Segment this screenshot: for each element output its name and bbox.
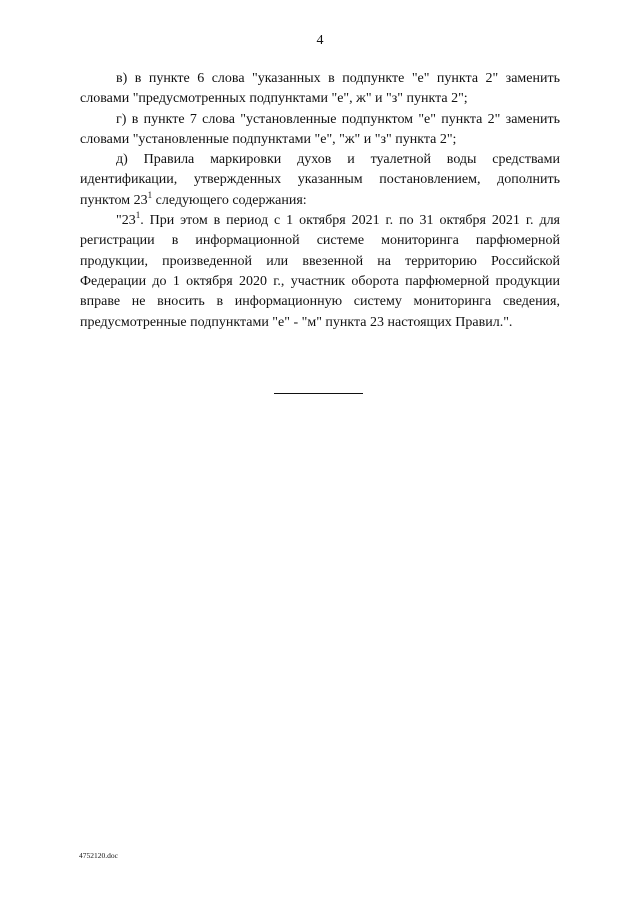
separator-line bbox=[274, 393, 363, 394]
new-item-number: "23 bbox=[116, 213, 136, 229]
superscript: 1 bbox=[147, 189, 153, 200]
new-item-text: . При этом в период с 1 октября 2021 г. по 31 октября 2021 г. для регистрации в информационной системе мониторинга парфюмерной продукции, произведенной или ввезенной на территорию Российской Федерации до 1 октября 2020 г., участник оборота парфюмерной продукции вправе не вносить в информационную систему мониторинга сведения, предусмотренные подпунктами "е" - "м" пункта 23 настоящих Правил.". bbox=[80, 213, 560, 330]
document-id: 4752120.doc bbox=[79, 851, 118, 860]
paragraph-d bbox=[80, 150, 560, 211]
paragraph-d-text-end: следующего содержания: bbox=[152, 192, 307, 208]
superscript: 1 bbox=[135, 210, 141, 221]
paragraph-g: г) в пункте 7 слова "установленные подпунктом "е" пункта 2" заменить словами "установленные подпунктами "е", "ж" и "з" пункта 2"; bbox=[80, 111, 560, 147]
page-number: 4 bbox=[316, 33, 324, 48]
paragraph-d-text: д) Правила маркировки духов и туалетной воды средствами идентификации, утвержденных указанным постановлением, дополнить пунктом 23 bbox=[80, 152, 560, 208]
paragraph-v: в) в пункте 6 слова "указанных в подпункте "е" пункта 2" заменить словами "предусмотренных подпунктами "е", ж" и "з" пункта 2"; bbox=[80, 71, 560, 107]
paragraph-new-item bbox=[80, 211, 560, 333]
document-body bbox=[80, 69, 560, 333]
